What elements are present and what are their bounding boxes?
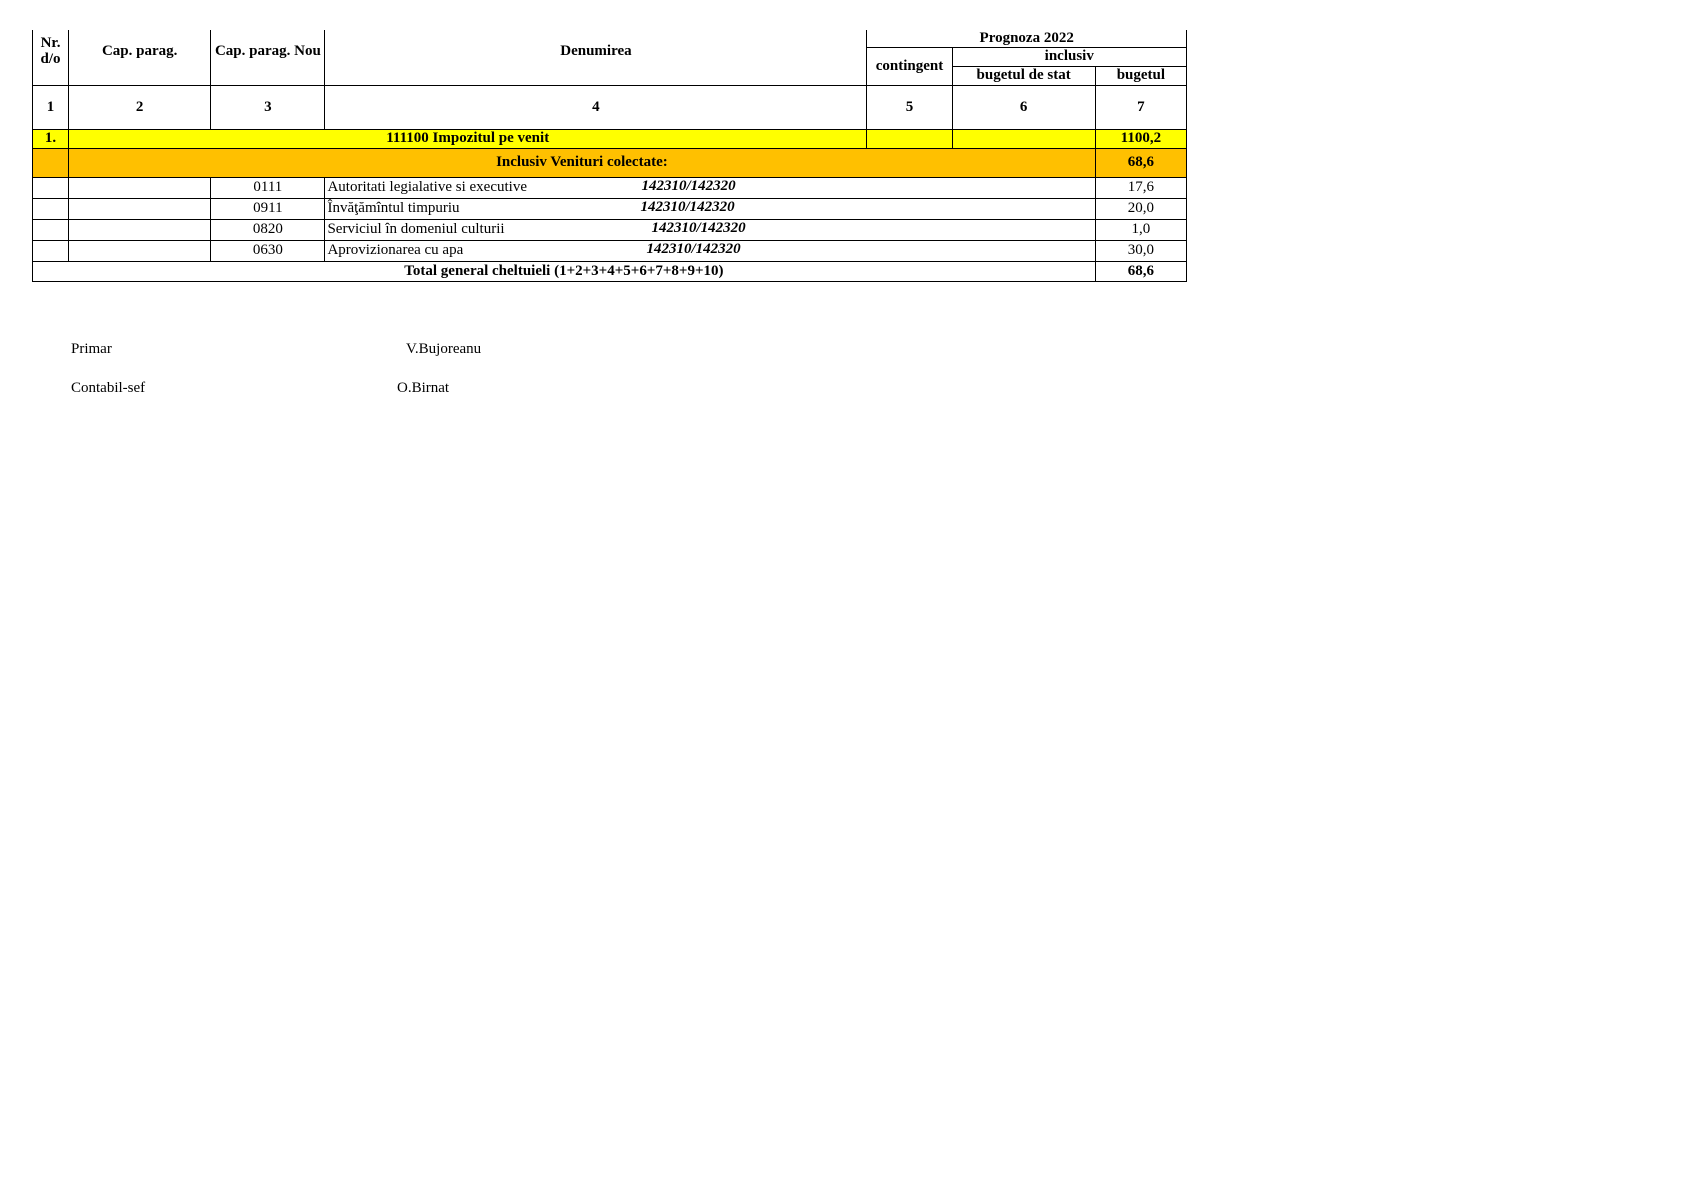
- table-row: [33, 199, 1187, 220]
- header-denumirea: Denumirea: [325, 30, 867, 86]
- row-nr: [33, 241, 69, 262]
- table-row: [33, 241, 1187, 262]
- signature-role-primar: Primar: [71, 341, 112, 357]
- column-number: 1: [33, 86, 69, 130]
- header-cap-parag: Cap. parag.: [69, 30, 211, 86]
- row-value: 1,0: [1095, 220, 1186, 241]
- header-bugetul: bugetul: [1095, 67, 1186, 86]
- row-name: Autoritati legialative si executive: [327, 179, 527, 196]
- section-title: 111100 Impozitul pe venit: [69, 130, 867, 149]
- section-nr: 1.: [33, 130, 69, 149]
- column-number: 3: [211, 86, 325, 130]
- section-contingent: [867, 130, 952, 149]
- signature-name-contabil: O.Birnat: [397, 380, 450, 396]
- column-number: 5: [867, 86, 952, 130]
- section-value: 1100,2: [1095, 130, 1186, 149]
- signature-role-contabil: Contabil-sef: [71, 380, 146, 396]
- row-eco-code: 142310/142320: [651, 220, 746, 236]
- header-contingent: contingent: [867, 48, 952, 86]
- budget-table: [32, 30, 1187, 282]
- row-description: [325, 178, 1095, 199]
- column-number: 6: [952, 86, 1095, 130]
- row-code: 0820: [211, 220, 325, 241]
- table-row: [33, 178, 1187, 199]
- row-description: [325, 199, 1095, 220]
- row-eco-code: 142310/142320: [641, 178, 736, 194]
- total-label: Total general cheltuieli (1+2+3+4+5+6+7+8+9+10): [33, 262, 1096, 282]
- header-inclusiv: inclusiv: [952, 48, 1186, 67]
- section-bugetul-de-stat: [952, 130, 1095, 149]
- row-name: Aprovizionarea cu apa: [327, 242, 464, 259]
- column-number: 4: [325, 86, 867, 130]
- column-number: 2: [69, 86, 211, 130]
- row-eco-code: 142310/142320: [646, 241, 741, 257]
- row-description: [325, 220, 1095, 241]
- subsection-value: 68,6: [1095, 149, 1186, 178]
- row-name: Învăţămîntul timpuriu: [327, 200, 460, 217]
- header-cap-parag-nou: Cap. parag. Nou: [211, 30, 325, 86]
- row-cap-parag: [69, 199, 211, 220]
- header-nr: Nr. d/o: [33, 30, 69, 86]
- row-nr: [33, 199, 69, 220]
- subsection-row: [33, 149, 1187, 178]
- total-row: [33, 262, 1187, 282]
- row-name: Serviciul în domeniul culturii: [327, 221, 505, 238]
- row-cap-parag: [69, 178, 211, 199]
- header-bugetul-de-stat: bugetul de stat: [952, 67, 1095, 86]
- total-value: 68,6: [1095, 262, 1186, 282]
- subsection-nr: [33, 149, 69, 178]
- row-cap-parag: [69, 220, 211, 241]
- subsection-title: Inclusiv Venituri colectate:: [69, 149, 1096, 178]
- row-code: 0911: [211, 199, 325, 220]
- row-eco-code: 142310/142320: [640, 199, 735, 215]
- table-row: [33, 220, 1187, 241]
- row-cap-parag: [69, 241, 211, 262]
- row-nr: [33, 220, 69, 241]
- row-value: 30,0: [1095, 241, 1186, 262]
- budget-sheet: [32, 30, 1187, 282]
- row-code: 0630: [211, 241, 325, 262]
- header-prognoza: Prognoza 2022: [867, 30, 1187, 48]
- section-row: [33, 130, 1187, 149]
- row-value: 20,0: [1095, 199, 1186, 220]
- row-description: [325, 241, 1095, 262]
- signature-name-primar: V.Bujoreanu: [406, 341, 482, 357]
- row-nr: [33, 178, 69, 199]
- column-number: 7: [1095, 86, 1186, 130]
- row-value: 17,6: [1095, 178, 1186, 199]
- row-code: 0111: [211, 178, 325, 199]
